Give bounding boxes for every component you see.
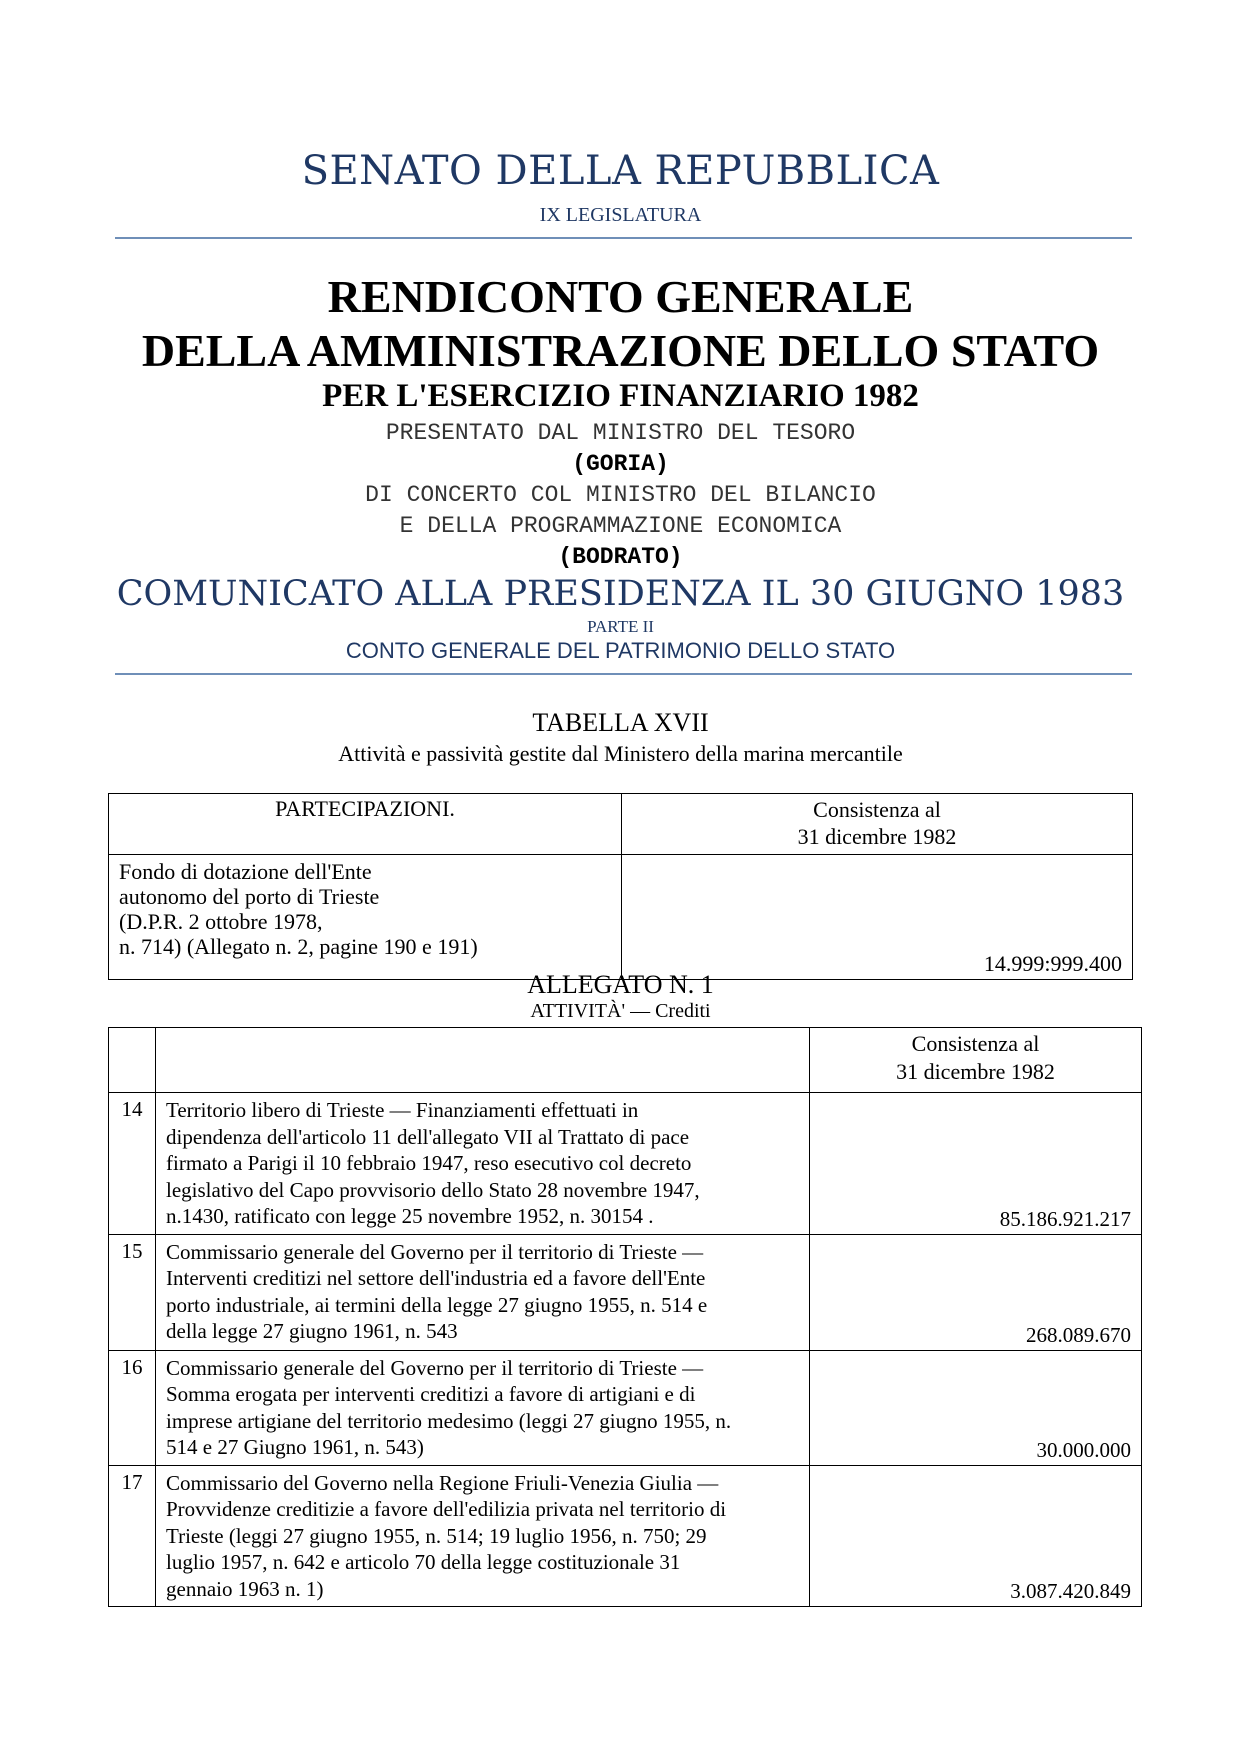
title-line-1: RENDICONTO GENERALE [327, 271, 914, 322]
description-line: 514 e 27 Giugno 1961, n. 543) [166, 1435, 424, 1459]
description-line: gennaio 1963 n. 1) [166, 1576, 324, 1601]
description-cell [156, 1350, 810, 1465]
description-line: legislativo del Capo provvisorio dello Stato 28 novembre 1947, [166, 1177, 700, 1202]
description-line: (D.P.R. 2 ottobre 1978, [119, 909, 323, 934]
title-line-3: PER L'ESERCIZIO FINANZIARIO 1982 [322, 378, 919, 414]
crediti-table [108, 1027, 1142, 1607]
header-cell-number [109, 1028, 156, 1093]
header-cell-consistenza [810, 1028, 1142, 1093]
description-line: imprese artigiane del territorio medesimo (leggi 27 giugno 1955, n. [166, 1408, 732, 1433]
row-number: 17 [109, 1465, 156, 1607]
legislature-label: IX LEGISLATURA [539, 204, 702, 226]
value-cell: 14.999:999.400 [622, 855, 1133, 980]
table-row [109, 1093, 1142, 1235]
description-line: Interventi creditizi nel settore dell'industria ed a favore dell'Ente [166, 1266, 706, 1290]
description-line: n. 714) (Allegato n. 2, pagine 190 e 191) [119, 934, 478, 959]
description-line: Fondo di dotazione dell'Ente [119, 859, 372, 884]
partecipazioni-table [108, 793, 1133, 980]
communication-heading: COMUNICATO ALLA PRESIDENZA IL 30 GIUGNO 1983 [116, 574, 1125, 614]
allegato-subtitle: ATTIVITÀ' — Crediti [530, 1000, 711, 1022]
minister-name-2: (BODRATO) [558, 544, 683, 570]
row-number: 16 [109, 1350, 156, 1465]
description-line: Commissario generale del Governo per il territorio di Trieste — [166, 1355, 704, 1380]
description-line: n.1430, ratificato con legge 25 novembre 1952, n. 30154 . [166, 1204, 654, 1228]
value-cell: 30.000.000 [810, 1350, 1142, 1465]
table-header-row [109, 1028, 1142, 1093]
header-divider [115, 237, 1132, 239]
tabella-subtitle: Attività e passività gestite dal Ministero della marina mercantile [338, 741, 903, 766]
header-cell-partecipazioni: PARTECIPAZIONI. [109, 794, 622, 855]
header-cell-description [156, 1028, 810, 1093]
presentation-line-3: E DELLA PROGRAMMAZIONE ECONOMICA [399, 513, 842, 539]
description-line: Somma erogata per interventi creditizi a favore di artigiani e di [166, 1382, 696, 1406]
description-line: dipendenza dell'articolo 11 dell'allegato VII al Trattato di pace [166, 1124, 690, 1149]
description-line: firmato a Parigi il 10 febbraio 1947, reso esecutivo col decreto [166, 1151, 692, 1175]
header-consistenza-line-1: Consistenza al [911, 1031, 1040, 1056]
description-line: Commissario generale del Governo per il territorio di Trieste — [166, 1239, 704, 1264]
description-line: Territorio libero di Trieste — Finanziamenti effettuati in [166, 1098, 639, 1122]
table-row [109, 1350, 1142, 1465]
tabella-title: TABELLA XVII [532, 708, 709, 737]
section-title: CONTO GENERALE DEL PATRIMONIO DELLO STATO [345, 638, 896, 663]
row-number: 15 [109, 1234, 156, 1350]
minister-name-1: (GORIA) [572, 451, 669, 477]
presentation-line-1: PRESENTATO DAL MINISTRO DEL TESORO [385, 420, 856, 446]
table-row [109, 1234, 1142, 1350]
description-line: luglio 1957, n. 642 e articolo 70 della legge costituzionale 31 [166, 1550, 681, 1574]
value-cell: 268.089.670 [810, 1234, 1142, 1350]
value-cell: 3.087.420.849 [810, 1465, 1142, 1607]
description-line: Provvidenze creditizie a favore dell'edilizia privata nel territorio di [166, 1497, 727, 1521]
section-divider [115, 673, 1132, 675]
row-number: 14 [109, 1093, 156, 1235]
title-line-2: DELLA AMMINISTRAZIONE DELLO STATO [141, 325, 1100, 376]
header-consistenza-line-1: Consistenza al [813, 797, 941, 822]
description-line: autonomo del porto di Trieste [119, 884, 380, 909]
presentation-line-2: DI CONCERTO COL MINISTRO DEL BILANCIO [365, 482, 876, 508]
table-row [109, 855, 1133, 980]
value-cell: 85.186.921.217 [810, 1093, 1142, 1235]
description-cell [156, 1093, 810, 1235]
table-header-row [109, 794, 1133, 855]
description-cell [156, 1234, 810, 1350]
header-consistenza-line-2: 31 dicembre 1982 [896, 1059, 1055, 1084]
description-cell [156, 1465, 810, 1607]
description-line: Trieste (leggi 27 giugno 1955, n. 514; 19 luglio 1956, n. 750; 29 [166, 1523, 707, 1548]
part-label: PARTE II [587, 617, 654, 636]
header-consistenza-line-2: 31 dicembre 1982 [797, 824, 957, 849]
description-line: Commissario del Governo nella Regione Friuli-Venezia Giulia — [166, 1470, 719, 1495]
table-row [109, 1465, 1142, 1607]
header-cell-consistenza [622, 794, 1133, 855]
description-cell [109, 855, 622, 980]
description-line: della legge 27 giugno 1961, n. 543 [166, 1319, 458, 1343]
allegato-title: ALLEGATO N. 1 [527, 970, 714, 999]
description-line: porto industriale, ai termini della legge 27 giugno 1955, n. 514 e [166, 1292, 708, 1317]
institution-heading: SENATO DELLA REPUBBLICA [301, 148, 940, 194]
